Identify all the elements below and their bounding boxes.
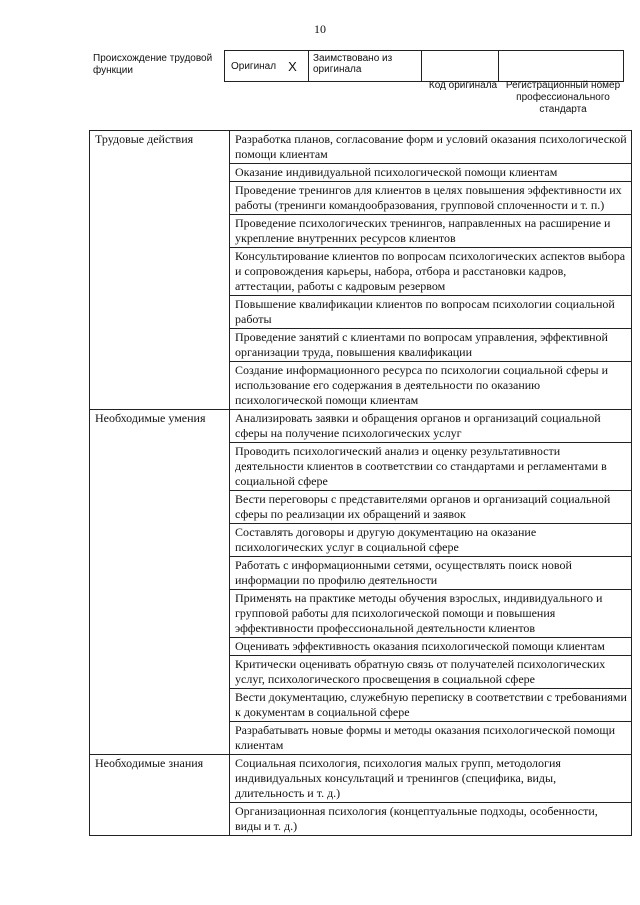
original-mark: X <box>288 58 297 74</box>
page-number: 10 <box>314 22 326 36</box>
section-item: Консультирование клиентов по вопросам психологических аспектов выбора и сопровождения карьеры, набора, отбора и расстановки кадров, аттестации, работы с кадровым резервом <box>230 248 632 296</box>
section-item: Социальная психология, психология малых групп, методология индивидуальных консультаций и тренингов (специфика, виды, длительность и т. д.) <box>230 755 632 803</box>
original-cell <box>225 51 309 81</box>
section-item: Разрабатывать новые формы и методы оказания психологической помощи клиентам <box>230 722 632 755</box>
borrowed-label: Заимствовано из оригинала <box>313 53 393 75</box>
table-row <box>90 410 632 443</box>
section-item: Проведение тренингов для клиентов в целях повышения эффективности их работы (тренинги командообразования, групповой сплоченности и т. п.) <box>230 182 632 215</box>
code-caption: Код оригинала <box>428 80 498 91</box>
borrowed-cell <box>309 51 422 81</box>
labor-function-table <box>89 130 632 836</box>
section-item: Проводить психологический анализ и оценку результативности деятельности клиентов в соответствии со стандартами и регламентами в социальной сфере <box>230 443 632 491</box>
section-item: Вести документацию, служебную переписку в соответствии с требованиями к документам в социальной сфере <box>230 689 632 722</box>
original-label: Оригинал <box>231 60 277 72</box>
section-title: Трудовые действия <box>90 131 230 410</box>
section-item: Создание информационного ресурса по психологии социальной сферы и использование его содержания в деятельности по оказанию психологической помощи клиентам <box>230 362 632 410</box>
section-item: Разработка планов, согласование форм и условий оказания психологической помощи клиентам <box>230 131 632 164</box>
registration-caption: Регистрационный номер профессионального стандарта <box>505 80 621 115</box>
section-item: Применять на практике методы обучения взрослых, индивидуального и групповой работы для психологической помощи и повышения эффективности профессиональной деятельности клиентов <box>230 590 632 638</box>
section-item: Проведение занятий с клиентами по вопросам управления, эффективной организации труда, повышения квалификации <box>230 329 632 362</box>
section-item: Организационная психология (концептуальные подходы, особенности, виды и т. д.) <box>230 803 632 836</box>
original-code-cell <box>422 51 499 81</box>
section-title: Необходимые умения <box>90 410 230 755</box>
section-item: Составлять договоры и другую документацию на оказание психологических услуг в социальной сфере <box>230 524 632 557</box>
section-item: Проведение психологических тренингов, направленных на расширение и укрепление внутренних ресурсов клиентов <box>230 215 632 248</box>
origin-box <box>224 50 624 82</box>
origin-label: Происхождение трудовой функции <box>93 53 213 76</box>
section-item: Работать с информационными сетями, осуществлять поиск новой информации по профилю деятельности <box>230 557 632 590</box>
section-item: Анализировать заявки и обращения органов и организаций социальной сферы на получение психологических услуг <box>230 410 632 443</box>
section-item: Оказание индивидуальной психологической помощи клиентам <box>230 164 632 182</box>
section-item: Вести переговоры с представителями органов и организаций социальной сферы по реализации их обращений и заявок <box>230 491 632 524</box>
section-item: Оценивать эффективность оказания психологической помощи клиентам <box>230 638 632 656</box>
table-row <box>90 755 632 803</box>
table-row <box>90 131 632 164</box>
section-item: Повышение квалификации клиентов по вопросам психологии социальной работы <box>230 296 632 329</box>
section-item: Критически оценивать обратную связь от получателей психологических услуг, психологического просвещения в социальной сфере <box>230 656 632 689</box>
registration-number-cell <box>499 51 623 81</box>
section-title: Необходимые знания <box>90 755 230 836</box>
